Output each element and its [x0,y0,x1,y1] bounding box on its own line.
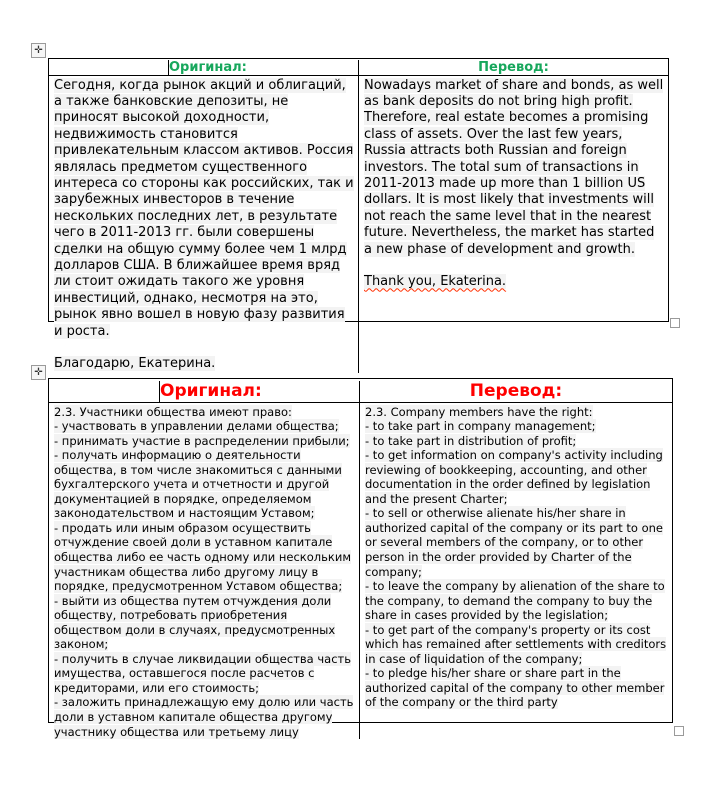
table1-body-row [49,76,668,373]
table1-original-cell[interactable] [49,76,358,373]
table1-header-row [49,59,668,76]
translation-body-text: Nowadays market of share and bonds, as well as bank deposits do not bring high profit. Therefore, real estate becomes a promising class of assets. Over the last few years, Russia attracts both Russian and foreign investors. The total sum of transactions in 2011-2013 made up more than 1 billion US dollars. It is most likely that investments will not reach the same level that in the nearest future. Nevertheless, the market has started a new phase of development and growth. [364,77,664,257]
charter-line: - принимать участие в распределении прибыли; [54,433,350,448]
table2-body-row [49,403,672,740]
table2-translation-label: Перевод: [469,380,563,401]
original-paragraph [54,78,354,341]
translation-table-charter [48,378,673,739]
table2-translation-cell[interactable] [359,403,672,740]
charter-line: - выйти из общества путем отчуждения доли обществу, потребовать приобретения обществом доли в случаях, предусмотренных законом; [54,593,336,652]
charter-line: - to pledge his/her share or share part in the authorized capital of the company to other member of the company or the third party [365,666,665,710]
charter-line: - to sell or otherwise alienate his/her share in authorized capital of the company or its part to one or several members of the company, or to other person in the order provided by Charter of the company; [365,506,663,579]
charter-line: - to take part in company management; [365,419,596,434]
table1-header-translation-cell[interactable] [358,60,668,75]
move-cross-icon: ✛ [34,44,43,56]
charter-line: - получать информацию о деятельности общества, в том числе знакомиться с данными бухгалтерского учета и отчетности и другой документацией в порядке, определяемом законодательством и настоящим Уставом; [54,448,342,521]
charter-line: - получить в случае ликвидации общества часть имущества, оставшегося после расчетов с кредиторами, или его стоимость; [54,651,352,695]
charter-line: - to get part of the company's property or its cost which has remained after settlements with creditors in case of liquidation of the company; [365,622,667,666]
charter-line: 2.3. Company members have the right: [365,404,593,419]
table2-resize-handle[interactable] [674,726,684,736]
move-cross-icon: ✛ [34,366,43,378]
original-body-text: Сегодня, когда рынок акций и облигаций, а также банковские депозиты, не приносят высокой доходности, недвижимость становится привлекательным классом активов. Россия являлась предметом существенного интереса со стороны как российских, так и зарубежных инвесторов в течение нескольких последних лет, в результате чего в 2011-2013 гг. были совершены сделки на общую сумму более чем 1 млрд долларов США. В ближайшее время вряд ли стоит ожидать такого же уровня инвестиций, однако, несмотря на это, рынок явно вошел в новую фазу развития и роста. [54,77,354,339]
translation-signature [364,274,664,290]
charter-line: - to leave the company by alienation of the share to the company, to demand the company to buy the share in cases provided by the legislation; [365,579,665,623]
charter-line: - to get information on company's activity including reviewing of bookkeeping, accounting, and other documentation in the order defined by legislation and the present Charter; [365,448,663,506]
table2-original-cell[interactable] [49,403,359,740]
table1-header-original-cell[interactable] [168,60,358,75]
original-signature [54,356,354,372]
charter-line: - участвовать в управлении делами общества; [54,419,339,434]
table2-original-label: Оригинал: [160,380,262,401]
table1-original-label: Оригинал: [169,59,247,75]
charter-line: - продать или иным образом осуществить отчуждение своей доли в уставном капитале общества либо ее часть одному или нескольким участникам общества либо другому лицу в порядке, предусмотренном Уставом общества; [54,520,352,594]
translation-paragraph [364,78,664,258]
table1-move-handle[interactable] [31,43,46,58]
translation-table-email [48,58,669,372]
original-signature-text: Благодарю, Екатерина. [54,356,216,372]
table2-move-handle[interactable] [31,365,46,380]
table2-header-original-cell[interactable] [159,381,359,402]
table2-header-row [49,379,672,403]
charter-line: 2.3. Участники общества имеют право: [54,404,292,419]
table1-translation-cell[interactable] [358,76,668,373]
table1-resize-handle[interactable] [670,318,680,328]
table2-header-translation-cell[interactable] [359,381,672,402]
table1-translation-label: Перевод: [478,59,549,75]
charter-line: - to take part in distribution of profit; [365,433,577,448]
charter-line: - заложить принадлежащую ему долю или часть доли в уставном капитале общества другому участнику общества или третьему лицу [54,695,354,739]
translation-signature-text: Thank you, Ekaterina. [364,274,507,290]
